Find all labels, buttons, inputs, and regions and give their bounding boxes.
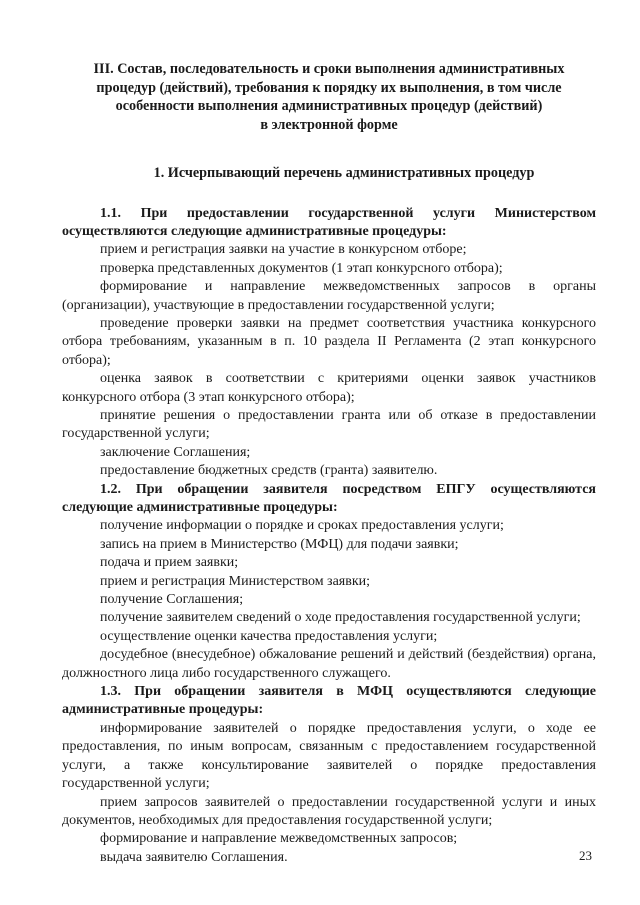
clause-1-3-item: прием запросов заявителей о предоставлении государственной услуги и иных документов, необходимых для предоставления государственной услуги; (62, 794, 596, 828)
clause-1-1-item: принятие решения о предоставлении гранта или об отказе в предоставлении государственной услуги; (62, 407, 596, 442)
clause-1-2-item: досудебное (внесудебное) обжалование решений и действий (бездействия) органа, должностного лица либо государственного служащего. (62, 647, 596, 681)
clause-1-1-heading: 1.1. При предоставлении государственной услуги Министерством осуществляются следующие административные процедуры: (62, 205, 596, 239)
clause-1-3-item: выдача заявителю Соглашения. (100, 849, 288, 865)
clause-1-2-item: запись на прием в Министерство (МФЦ) для подачи заявки; (100, 536, 459, 552)
clause-1-2-heading: 1.2. При обращении заявителя посредством ЕПГУ осуществляются следующие административные процедуры: (62, 481, 596, 515)
document-page (62, 60, 596, 867)
section-title-line-1: III. Состав, последовательность и сроки выполнения административных (93, 61, 565, 77)
clause-1-3-item: формирование и направление межведомственных запросов; (100, 831, 458, 847)
clause-1-2-item: осуществление оценки качества предоставления услуги; (100, 628, 438, 644)
clause-1-1-item: формирование и направление межведомственных запросов в органы (организации), участвующие в предоставлении государственной услуги; (62, 279, 596, 313)
clause-1-1-item: проведение проверки заявки на предмет соответствия участника конкурсного отбора требованиям, указанным в п. 10 раздела II Регламента (2 этап конкурсного отбора); (62, 315, 596, 368)
clause-1-1-item: заключение Соглашения; (100, 444, 251, 460)
section-title-line-4: в электронной форме (260, 116, 398, 133)
section-title (62, 60, 596, 134)
clause-1-1-item: проверка представленных документов (1 этап конкурсного отбора); (100, 260, 503, 276)
section-title-line-3: особенности выполнения административных процедур (действий) (115, 98, 543, 114)
clause-1-2-item: подача и прием заявки; (100, 555, 239, 571)
clause-1-1-item: оценка заявок в соответствии с критериями оценки заявок участников конкурсного отбора (3 этап конкурсного отбора); (62, 371, 596, 405)
clause-1-2-item: получение Соглашения; (100, 592, 244, 608)
section-title-line-2: процедур (действий), требования к порядку их выполнения, в том числе (96, 79, 562, 96)
clause-1-3-item: информирование заявителей о порядке предоставления услуги, о ходе ее предоставления, по иным вопросам, связанным с предоставлением государственной услуги, а также консультирование заявителей о порядке предоставления государственной услуги; (62, 720, 596, 792)
clause-1-2-item: получение информации о порядке и сроках предоставления услуги; (100, 518, 504, 534)
clause-1-3-heading: 1.3. При обращении заявителя в МФЦ осуществляются следующие административные процедуры: (62, 684, 596, 718)
clause-1-2-item: прием и регистрация Министерством заявки; (100, 573, 371, 589)
clause-1-1-item: прием и регистрация заявки на участие в конкурсном отборе; (100, 242, 467, 258)
page-number: 23 (579, 848, 592, 863)
clause-1-1-item: предоставление бюджетных средств (гранта) заявителю. (100, 463, 438, 479)
clause-1-2-item: получение заявителем сведений о ходе предоставления государственной услуги; (100, 610, 581, 626)
subsection-title: 1. Исчерпывающий перечень административных процедур (153, 165, 535, 181)
